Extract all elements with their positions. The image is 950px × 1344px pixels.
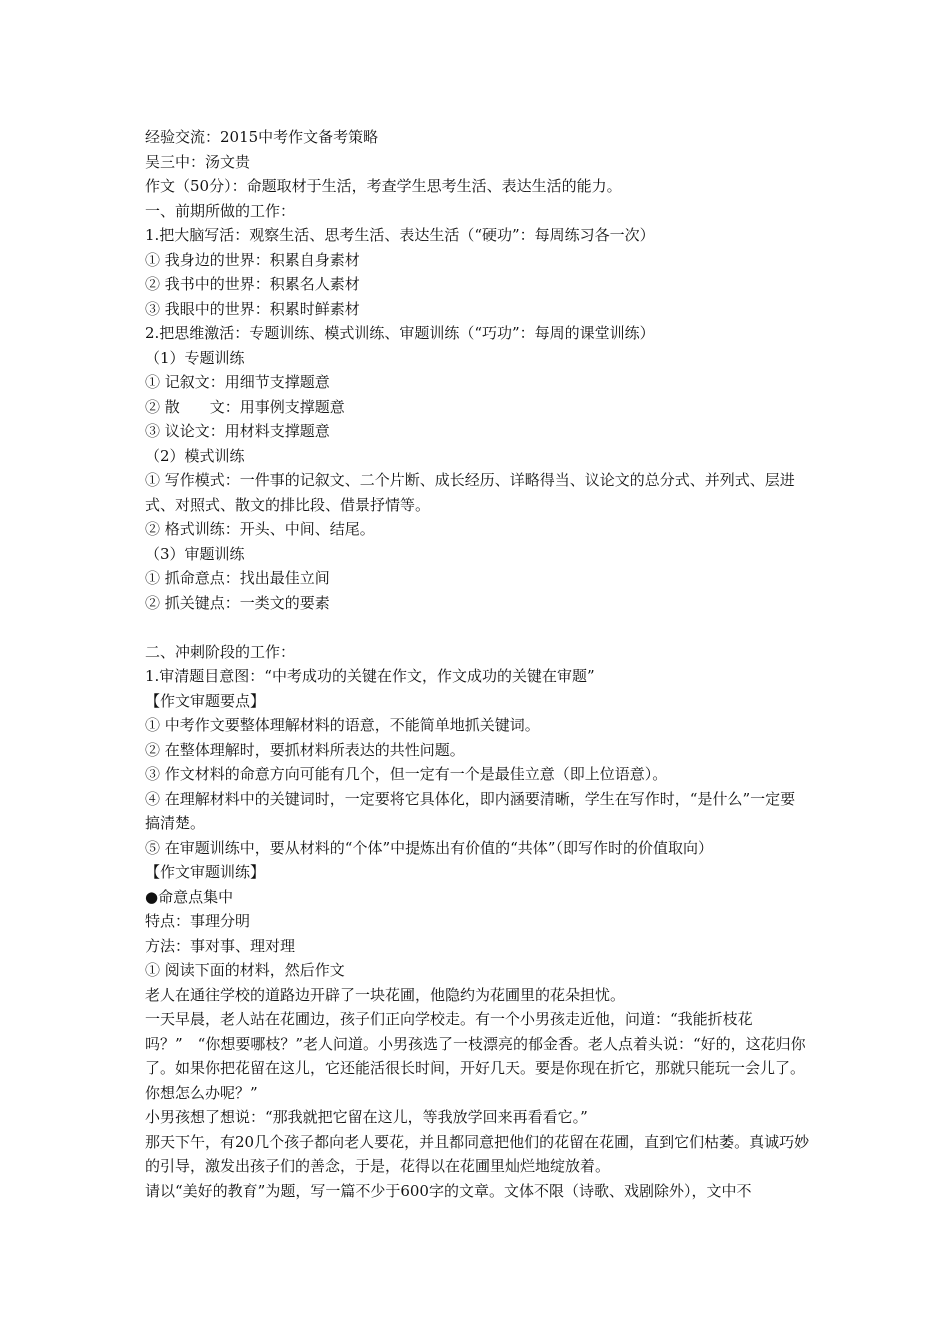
blank-line bbox=[145, 615, 810, 640]
task-line: ① 阅读下面的材料，然后作文 bbox=[145, 961, 345, 979]
paragraph: 请以“美好的教育”为题，写一篇不少于600字的文章。文体不限（诗歌、戏剧除外），文中不 bbox=[145, 1181, 752, 1200]
list-item: ③ 我眼中的世界：积累时鲜素材 bbox=[145, 299, 360, 318]
sub2-heading: （2）模式训练 bbox=[145, 446, 245, 465]
paragraph: 一天早晨，老人站在花圃边，孩子们正向学校走。有一个小男孩走近他，问道：“我能折枝花吗？” “你想要哪枝？”老人问道。小男孩选了一枝漂亮的郁金香。老人点着头说：“好的，这花归你了。如果你把花留在这儿，它还能活很长时间，开好几天。要是你现在折它，那就只能玩一会儿了。你想怎么办呢？” bbox=[145, 1010, 806, 1102]
section1-item2: 2.把思维激活：专题训练、模式训练、审题训练（“巧功”：每周的课堂训练） bbox=[145, 324, 655, 342]
section2-heading: 二、冲刺阶段的工作： bbox=[145, 642, 296, 661]
list-item: ⑤ 在审题训练中，要从材料的“个体”中提炼出有价值的“共体”（即写作时的价值取向） bbox=[145, 838, 713, 857]
list-item: ② 我书中的世界：积累名人素材 bbox=[145, 275, 360, 293]
sub1-heading: （1）专题训练 bbox=[145, 348, 245, 367]
method-line: 方法：事对事、理对理 bbox=[145, 936, 296, 955]
list-item: ④ 在理解材料中的关键词时，一定要将它具体化，即内涵要清晰，学生在写作时，“是什么”一定要搞清楚。 bbox=[145, 789, 796, 832]
list-item: ② 在整体理解时，要抓材料所表达的共性问题。 bbox=[145, 740, 465, 759]
list-item: ② 格式训练：开头、中间、结尾。 bbox=[145, 520, 375, 538]
training-heading: 【作文审题训练】 bbox=[145, 863, 266, 881]
list-item: ① 中考作文要整体理解材料的语意，不能简单地抓关键词。 bbox=[145, 716, 540, 734]
list-item: ① 抓命意点：找出最佳立间 bbox=[145, 569, 330, 587]
list-item: ③ 议论文：用材料支撑题意 bbox=[145, 422, 330, 440]
focus-line: ●命意点集中 bbox=[145, 887, 234, 906]
list-item: ① 写作模式：一件事的记叙文、二个片断、成长经历、详略得当、议论文的总分式、并列式、层进式、对照式、散文的排比段、借景抒情等。 bbox=[145, 471, 795, 514]
section2-item1: 1.审清题目意图：“中考成功的关键在作文，作文成功的关键在审题” bbox=[145, 667, 595, 685]
feature-line: 特点：事理分明 bbox=[145, 912, 251, 930]
document-page bbox=[145, 125, 810, 1203]
sub3-heading: （3）审题训练 bbox=[145, 544, 245, 563]
paragraph: 那天下午，有20几个孩子都向老人要花，并且都同意把他们的花留在花圃，直到它们枯萎。真诚巧妙的引导，激发出孩子们的善念，于是，花得以在花圃里灿烂地绽放着。 bbox=[145, 1132, 810, 1175]
points-heading: 【作文审题要点】 bbox=[145, 691, 266, 710]
author-line: 吴三中：汤文贵 bbox=[145, 152, 251, 171]
intro-line: 作文（50分）：命题取材于生活，考查学生思考生活、表达生活的能力。 bbox=[145, 177, 622, 195]
list-item: ② 散 文：用事例支撑题意 bbox=[145, 397, 345, 416]
list-item: ① 记叙文：用细节支撑题意 bbox=[145, 373, 330, 391]
document-title: 经验交流：2015中考作文备考策略 bbox=[145, 128, 379, 146]
paragraph: 小男孩想了想说：“那我就把它留在这儿，等我放学回来再看看它。” bbox=[145, 1108, 588, 1126]
list-item: ① 我身边的世界：积累自身素材 bbox=[145, 250, 360, 269]
section1-heading: 一、前期所做的工作： bbox=[145, 201, 296, 220]
paragraph: 老人在通往学校的道路边开辟了一块花圃，他隐约为花圃里的花朵担忧。 bbox=[145, 985, 626, 1004]
list-item: ③ 作文材料的命意方向可能有几个，但一定有一个是最佳立意（即上位语意）。 bbox=[145, 765, 668, 783]
section1-item1: 1.把大脑写活：观察生活、思考生活、表达生活（“硬功”：每周练习各一次） bbox=[145, 226, 655, 244]
list-item: ② 抓关键点：一类文的要素 bbox=[145, 593, 330, 612]
